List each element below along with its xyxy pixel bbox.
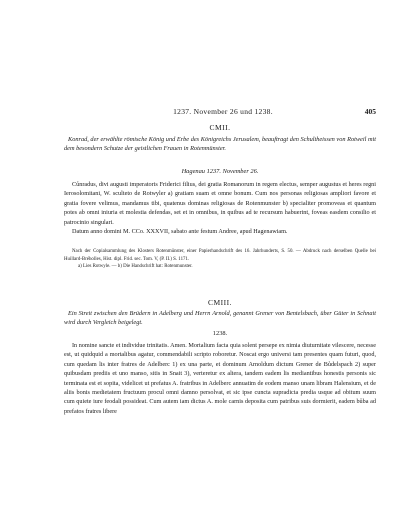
- footnotes: a) Lies Rotwyle. — b) Die Handschrift hat: Rotenmunster.: [78, 264, 193, 270]
- document-number: CMII.: [209, 123, 231, 132]
- document-number-2: [64, 298, 376, 307]
- document-body: In nomine sancte et individue trinitatis. Amen. Mortalium facta quia solent persepe ex nimia diuturnitate vilescere, necesse est, ut quidquid a mortalibus agatur, commendabili scripto roboretur. Noscat ergo universi tam presentes quam futuri, quod, cum quedam lis inter fratres de Adelberc 1) ex una parte, et dominum Arnoldum dictum Grener de Bůdelspach 2) super quibusdam prediis et uno manso, sitis in Snait 3), verteretur ex altera, tandem eadem lis mediantibus honestis personis sic terminata est et sopita, videlicet ut prefatus A. fratribus in Adelberc annuatim de eodem manso unam libram Halensium, et de aliis bonis medietatem fructuum procul omni damno persolvat, et sic ipse cuncta supradicta predia usque ad obitum suum cum quiete iure feodali possideat. Cum autem iam dictus A. mole carnis deposita cum patribus suis dormierit, eadem bůba ad prefatos fratres libere: [64, 342, 376, 415]
- document-number: CMIII.: [207, 298, 233, 307]
- dating-clause: Datum anno domini M. CCo. XXXVII, sabato ante festum Andree, apud Hagenawiam.: [72, 228, 288, 236]
- document-date: 1238.: [212, 330, 228, 337]
- source-note: Nach der Copialsammlung des Klosters Rotenmünster, einer Papierhandschrift des 16. Jahrhunderts, S. 50. — Abdruck nach derselben Quelle bei Huillard-Bréholles, Hist. dipl. Frid. sec. Tom. V, (P. II.) S. 1171.: [64, 249, 376, 262]
- source-note-1: [64, 248, 376, 270]
- page-number: 405: [364, 107, 376, 116]
- document-heading-2: [64, 309, 376, 328]
- document-heading-1: [64, 135, 376, 154]
- running-header: [70, 107, 376, 119]
- document-heading: Konrad, der erwählte römische König und Erbe des Königreichs Jerusalem, beauftragt den Schultheissen von Rotweil mit dem besondern Schutze der geistlichen Frauen in Rotenmünster.: [64, 136, 376, 153]
- place-date: Hagenau 1237. November 26.: [181, 168, 259, 175]
- document-heading: Ein Streit zwischen den Brüdern in Adelberg und Herrn Arnold, genannt Grener von Bentelsbach, über Güter in Schnait wird durch Vergleich beigelegt.: [64, 310, 376, 327]
- document-body-1: [64, 180, 376, 236]
- document-number-1: [64, 123, 376, 132]
- document-body: Cůnradus, divi augusti imperatoris Friderici filius, dei gratia Romanorum in regem electus, semper augustus et heres regni Ierosolomitani, W. sculteto de Rotwyler a) gratiam suam et omne bonum. Cum nos personas religiosas ampliori favore et gratia fovere velimus, mandamus tibi, quatenus dominas religiosas de Rotenmunster b) specialiter promoveas et quantum potes ab omni iniuria et molestia defendas, set et in omnibus, in quibus ad te recursum habuerint, foveas easdem consilio et patrocinio singulari.: [64, 181, 376, 226]
- document-body-2: [64, 341, 376, 416]
- document-date-2: [64, 330, 376, 337]
- running-title: 1237. November 26 und 1238.: [173, 107, 273, 116]
- place-date-1: [64, 168, 376, 175]
